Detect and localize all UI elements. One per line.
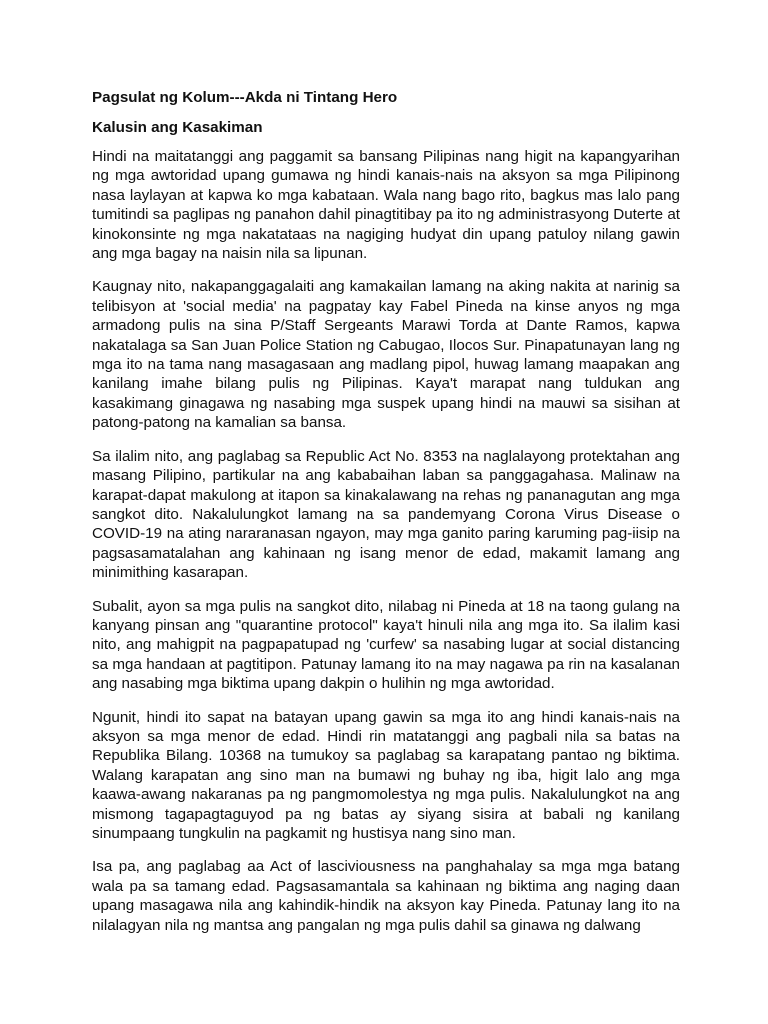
paragraph-6: Isa pa, ang paglabag aa Act of lasciviousness na panghahalay sa mga mga batang wala pa sa tamang edad. Pagsasamantala sa kahinaan ng biktima ang naging daan upang masagawa nila ang kahindik-hindik na aksyon kay Pineda. Patunay lang ito na nilalagyan nila ng mantsa ang pangalan ng mga pulis dahil sa ginawa ng dalwang bbox=[92, 858, 680, 934]
column-title: Pagsulat ng Kolum---Akda ni Tintang Hero bbox=[92, 89, 398, 106]
paragraph-3: Sa ilalim nito, ang paglabag sa Republic Act No. 8353 na naglalayong protektahan ang masang Pilipino, partikular na ang kababaihan laban sa panggagahasa. Malinaw na karapat-dapat makulong at itapon sa kinakalawang na rehas ng pananagutan ang mga sangkot dito. Nakalulungkot lamang na sa pandemyang Corona Virus Disease o COVID-19 na ating nararanasan ngayon, may mga ganito paring karuming pag-iisip na pagsasamatalahan ang kahinaan ng isang menor de edad, makamit lamang ang minimithing kasarapan. bbox=[92, 447, 680, 582]
article-title: Kalusin ang Kasakiman bbox=[92, 119, 263, 136]
paragraph-4: Subalit, ayon sa mga pulis na sangkot dito, nilabag ni Pineda at 18 na taong gulang na kanyang pinsan ang "quarantine protocol" kaya't hinuli nila ang mga ito. Sa ilalim kasi nito, ang mahigpit na pagpapatupad ng 'curfew' sa nasabing lugar at social distancing sa mga handaan at pagtitipon. Patunay lamang ito na may nagawa pa rin na kasalanan ang nasabing mga biktima upang dakpin o hulihin ng mga awtoridad. bbox=[92, 597, 680, 693]
paragraph-5: Ngunit, hindi ito sapat na batayan upang gawin sa mga ito ang hindi kanais-nais na aksyon sa mga menor de edad. Hindi rin matatanggi ang pagbali nila sa batas na Republika Bilang. 10368 na tumukoy sa paglabag sa karapatang pantao ng biktima. Walang karapatan ang sino man na bumawi ng buhay ng iba, higit lalo ang mga kaawa-awang nakaranas pa ng pangmomolestya ng mga pulis. Nakalulungkot na ang mismong tagapagtaguyod pa ng batas ay siyang sisira at babali ng kanilang sinumpaang tungkulin na pagkamit ng hustisya nang sino man. bbox=[92, 708, 680, 842]
paragraph-2: Kaugnay nito, nakapanggagalaiti ang kamakailan lamang na aking nakita at narinig sa telibisyon at 'social media' na pagpatay kay Fabel Pineda na kinse anyos ng mga armadong pulis na sina P/Staff Sergeants Marawi Torda at Dante Ramos, kapwa nakatalaga sa San Juan Police Station ng Cabugao, Ilocos Sur. Pinapatunayan lang ng mga ito na tama nang masagasaan ang madlang pipol, huwag lamang maapakan ang kanilang imahe bilang pulis ng Pilipinas. Kaya't marapat nang tuldukan ang kasakimang ginagawa ng nasabing mga suspek upang hindi na mauwi sa sisihan at patong-patong na kamalian sa bansa. bbox=[92, 278, 680, 432]
paragraph-1: Hindi na maitatanggi ang paggamit sa bansang Pilipinas nang higit na kapangyarihan ng mga awtoridad upang gumawa ng hindi kanais-nais na aksyon sa mga Pilipinong nasa laylayan at kapwa ko mga kabataan. Wala nang bago rito, bagkus mas lalo pang tumitindi sa paglipas ng panahon dahil pinagtitibay pa ito ng administrasyong Duterte at kinokonsinte ng mga nakatataas na nagiging hudyat din upang patuloy nilang gawin ang mga bagay na naisin nila sa lipunan. bbox=[92, 148, 680, 263]
